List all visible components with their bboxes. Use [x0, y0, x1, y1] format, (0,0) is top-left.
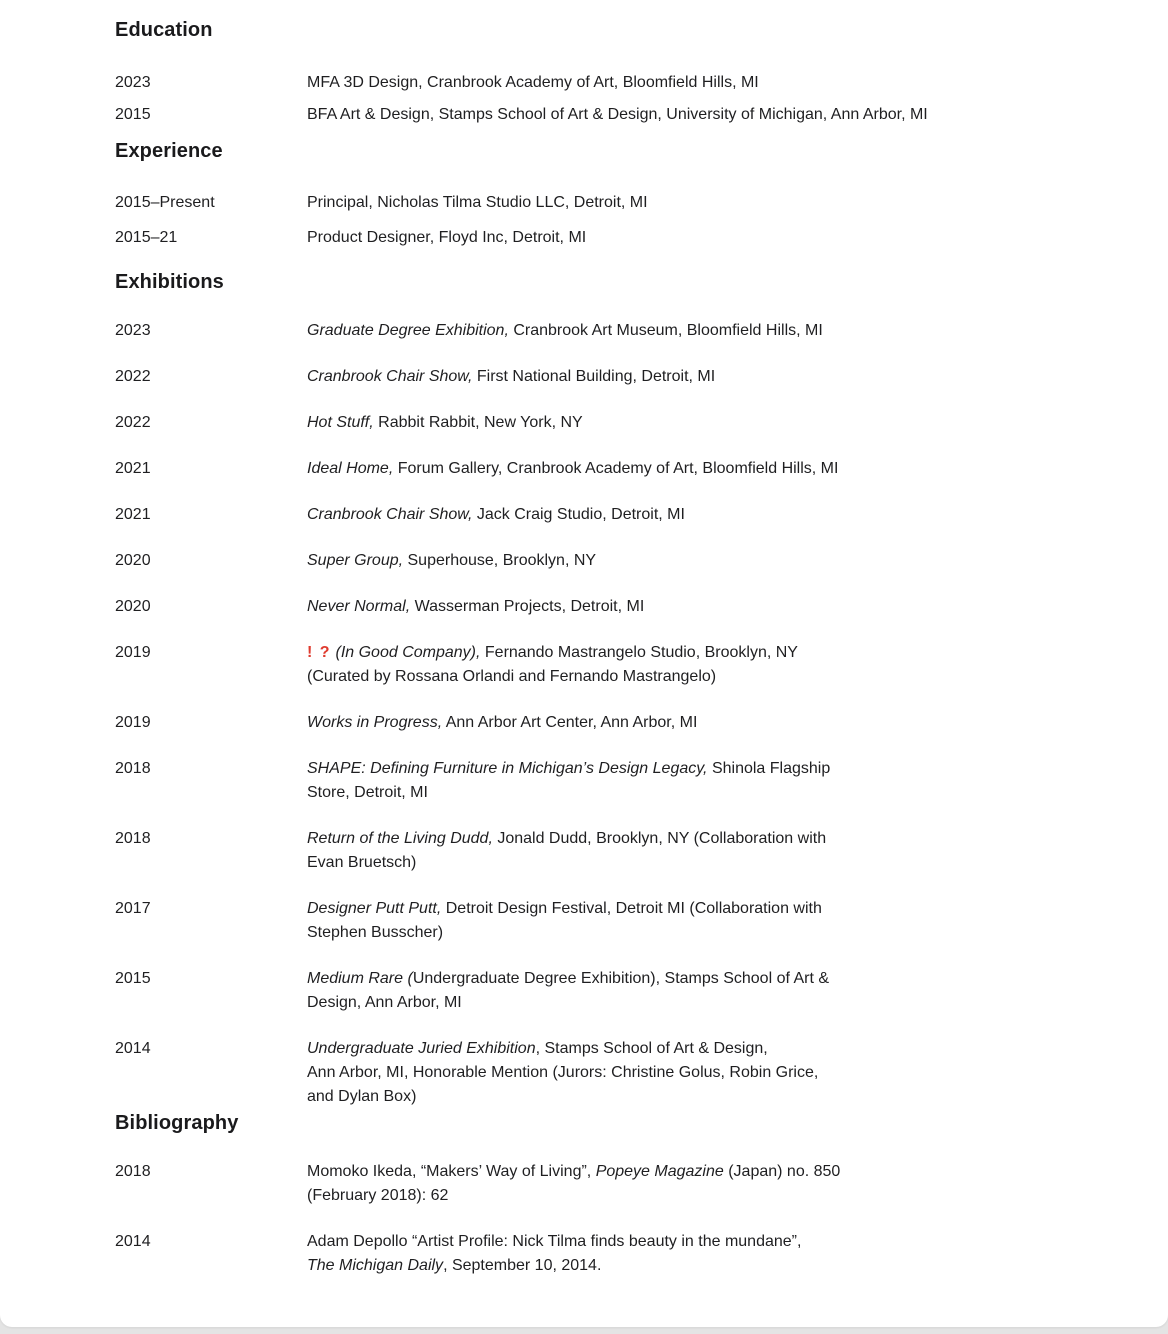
text-regular: (Japan) no. 850 — [723, 1163, 841, 1180]
entry-line — [307, 827, 1108, 851]
entry-line — [307, 1160, 1108, 1184]
cv-entry — [115, 457, 1108, 481]
entry-year: 2023 — [115, 322, 151, 339]
entry-content — [307, 365, 1108, 389]
text-regular: MFA 3D Design, Cranbrook Academy of Art, Bloomfield Hills, MI — [307, 74, 759, 91]
entry-year: 2022 — [115, 414, 151, 431]
text-regular: , Stamps School of Art & Design, — [535, 1040, 768, 1057]
entry-line — [307, 105, 1108, 125]
entry-line — [307, 641, 1108, 665]
cv-entry — [115, 967, 1108, 1015]
title-italic: Hot Stuff, — [307, 414, 374, 431]
text-regular: , September 10, 2014. — [443, 1257, 602, 1274]
title-italic: Designer Putt Putt, — [307, 900, 442, 917]
cv-entry — [115, 1160, 1108, 1208]
cv-entry — [115, 193, 1108, 213]
text-regular: Ann Arbor, MI, Honorable Mention (Jurors: Christine Golus, Robin Grice, — [307, 1064, 819, 1081]
entry-year: 2020 — [115, 598, 151, 615]
cv-entry — [115, 757, 1108, 805]
cv-entry — [115, 641, 1108, 689]
text-regular: Wasserman Projects, Detroit, MI — [410, 598, 645, 615]
text-regular: BFA Art & Design, Stamps School of Art & Design, University of Michigan, Ann Arbor, MI — [307, 106, 928, 123]
entry-line — [307, 365, 1108, 389]
entry-line — [307, 851, 1108, 875]
entry-year: 2019 — [115, 714, 151, 731]
cv-entry — [115, 503, 1108, 527]
entry-line — [307, 711, 1108, 735]
cv-entry — [115, 105, 1108, 125]
entry-year: 2018 — [115, 760, 151, 777]
entry-line — [307, 228, 1108, 248]
title-italic: Works in Progress, — [307, 714, 443, 731]
entry-content — [307, 1230, 1108, 1278]
cv-entry — [115, 549, 1108, 573]
text-regular: Design, Ann Arbor, MI — [307, 994, 462, 1011]
entry-line — [307, 549, 1108, 573]
section-experience — [115, 139, 1108, 248]
cv-entry — [115, 228, 1108, 248]
entry-line — [307, 991, 1108, 1015]
entry-year: 2015–21 — [115, 229, 178, 246]
entry-content — [307, 228, 1108, 248]
cv-entry — [115, 319, 1108, 343]
text-regular: Product Designer, Floyd Inc, Detroit, MI — [307, 229, 587, 246]
title-italic: Popeye Magazine — [595, 1163, 724, 1180]
cv-entry — [115, 827, 1108, 875]
text-regular: Jack Craig Studio, Detroit, MI — [472, 506, 685, 523]
section-bibliography — [115, 1111, 1108, 1278]
entry-content — [307, 595, 1108, 619]
title-italic: Cranbrook Chair Show, — [307, 506, 473, 523]
entry-content — [307, 641, 1108, 689]
entry-line — [307, 757, 1108, 781]
entry-year: 2014 — [115, 1040, 151, 1057]
entry-line — [307, 595, 1108, 619]
title-italic: (In Good Company), — [331, 644, 481, 661]
text-regular: First National Building, Detroit, MI — [472, 368, 716, 385]
text-regular: Momoko Ikeda, “Makers’ Way of Living”, — [307, 1163, 596, 1180]
entry-line — [307, 921, 1108, 945]
entry-year: 2015 — [115, 970, 151, 987]
text-regular: Forum Gallery, Cranbrook Academy of Art, Bloomfield Hills, MI — [393, 460, 839, 477]
section-exhibitions — [115, 270, 1108, 1109]
entry-content — [307, 1160, 1108, 1208]
section-heading-exhibitions: Exhibitions — [115, 271, 224, 293]
title-italic: Cranbrook Chair Show, — [307, 368, 473, 385]
red-exclamation-question-marks: ! ? — [307, 644, 332, 661]
entry-content — [307, 193, 1108, 213]
entry-year: 2022 — [115, 368, 151, 385]
text-regular: Evan Bruetsch) — [307, 854, 417, 871]
entry-line — [307, 319, 1108, 343]
cv-entry — [115, 897, 1108, 945]
entry-line — [307, 665, 1108, 689]
entry-content — [307, 549, 1108, 573]
text-regular: Ann Arbor Art Center, Ann Arbor, MI — [442, 714, 698, 731]
entry-year: 2014 — [115, 1233, 151, 1250]
section-heading-experience: Experience — [115, 140, 223, 162]
entry-year: 2018 — [115, 830, 151, 847]
title-italic: Graduate Degree Exhibition, — [307, 322, 509, 339]
cv-entry — [115, 595, 1108, 619]
text-regular: (Curated by Rossana Orlandi and Fernando Mastrangelo) — [307, 668, 717, 685]
cv-content — [115, 18, 1108, 1278]
cv-entry — [115, 73, 1108, 93]
entry-year: 2018 — [115, 1163, 151, 1180]
entry-line — [307, 897, 1108, 921]
entry-content — [307, 503, 1108, 527]
entry-line — [307, 1037, 1108, 1061]
text-regular: Jonald Dudd, Brooklyn, NY (Collaboration with — [492, 830, 827, 847]
entry-content — [307, 757, 1108, 805]
title-italic: SHAPE: Defining Furniture in Michigan’s Design Legacy, — [307, 760, 708, 777]
entry-line — [307, 73, 1108, 93]
entry-year: 2020 — [115, 552, 151, 569]
entry-line — [307, 193, 1108, 213]
title-italic: Undergraduate Juried Exhibition — [307, 1040, 536, 1057]
text-regular: Principal, Nicholas Tilma Studio LLC, Detroit, MI — [307, 194, 648, 211]
section-education — [115, 18, 1108, 125]
entry-line — [307, 1085, 1108, 1109]
entry-line — [307, 1061, 1108, 1085]
cv-entry — [115, 1230, 1108, 1278]
text-regular: Rabbit Rabbit, New York, NY — [373, 414, 583, 431]
entry-line — [307, 781, 1108, 805]
entry-year: 2017 — [115, 900, 151, 917]
text-regular: and Dylan Box) — [307, 1088, 417, 1105]
entry-line — [307, 1184, 1108, 1208]
entry-line — [307, 1254, 1108, 1278]
entry-content — [307, 411, 1108, 435]
entry-content — [307, 967, 1108, 1015]
entry-content — [307, 73, 1108, 93]
entry-year: 2021 — [115, 460, 151, 477]
section-heading-bibliography: Bibliography — [115, 1112, 239, 1134]
title-italic: Super Group, — [307, 552, 404, 569]
entry-content — [307, 319, 1108, 343]
cv-entry — [115, 411, 1108, 435]
entry-line — [307, 411, 1108, 435]
entry-content — [307, 827, 1108, 875]
title-italic: Medium Rare ( — [307, 970, 413, 987]
entry-year: 2015 — [115, 106, 151, 123]
entry-content — [307, 457, 1108, 481]
entry-content — [307, 897, 1108, 945]
text-regular: Store, Detroit, MI — [307, 784, 428, 801]
entry-year: 2021 — [115, 506, 151, 523]
text-regular: Cranbrook Art Museum, Bloomfield Hills, MI — [508, 322, 823, 339]
text-regular: Fernando Mastrangelo Studio, Brooklyn, NY — [480, 644, 798, 661]
cv-entry — [115, 711, 1108, 735]
title-italic: Return of the Living Dudd, — [307, 830, 493, 847]
entry-line — [307, 503, 1108, 527]
entry-year: 2015–Present — [115, 194, 215, 211]
title-italic: Ideal Home, — [307, 460, 394, 477]
entry-content — [307, 711, 1108, 735]
text-regular: Shinola Flagship — [707, 760, 831, 777]
title-italic: Never Normal, — [307, 598, 411, 615]
text-regular: Stephen Busscher) — [307, 924, 444, 941]
entry-content — [307, 1037, 1108, 1109]
text-regular: (February 2018): 62 — [307, 1187, 449, 1204]
text-regular: Superhouse, Brooklyn, NY — [403, 552, 597, 569]
text-regular: Detroit Design Festival, Detroit MI (Collaboration with — [441, 900, 822, 917]
entry-content — [307, 105, 1108, 125]
cv-entry — [115, 1037, 1108, 1109]
cv-entry — [115, 365, 1108, 389]
section-heading-education: Education — [115, 19, 213, 41]
title-italic: The Michigan Daily — [307, 1257, 444, 1274]
entry-line — [307, 457, 1108, 481]
entry-line — [307, 967, 1108, 991]
entry-year: 2023 — [115, 74, 151, 91]
entry-line — [307, 1230, 1108, 1254]
text-regular: Adam Depollo “Artist Profile: Nick Tilma finds beauty in the mundane”, — [307, 1233, 802, 1250]
text-regular: Undergraduate Degree Exhibition), Stamps School of Art & — [412, 970, 830, 987]
entry-year: 2019 — [115, 644, 151, 661]
